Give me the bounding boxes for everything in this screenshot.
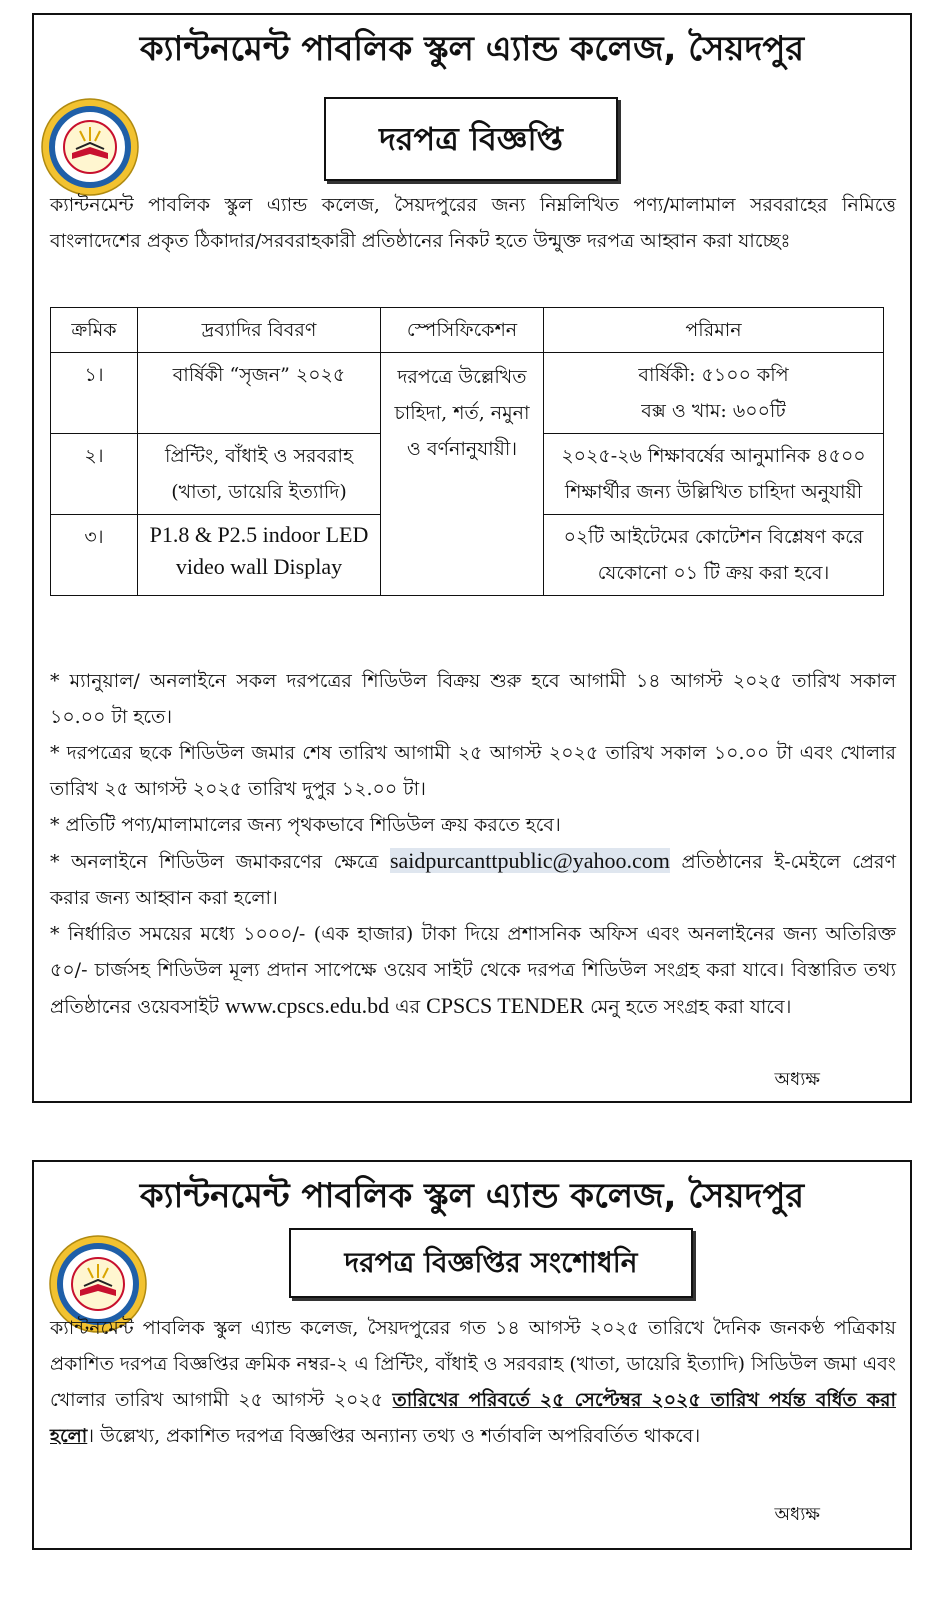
row-serial: ১। bbox=[51, 353, 138, 434]
school-logo-icon bbox=[40, 97, 140, 197]
header-description: দ্রব্যাদির বিবরণ bbox=[138, 308, 381, 353]
principal-signature: অধ্যক্ষ bbox=[774, 1504, 820, 1525]
note-text: মেনু হতে সংগ্রহ করা যাবে। bbox=[590, 996, 792, 1018]
row-quantity: ০২টি আইটেমের কোটেশন বিশ্লেষণ করে যেকোনো ০১ টি ক্রয় করা হবে। bbox=[544, 515, 884, 596]
notice-title: দরপত্র বিজ্ঞপ্তির সংশোধনি bbox=[289, 1228, 693, 1298]
intro-paragraph: ক্যান্টনমেন্ট পাবলিক স্কুল এ্যান্ড কলেজ, সৈয়দপুরের জন্য নিম্নলিখিত পণ্য/মালামাল সরবরাহের নিমিত্তে বাংলাদেশের প্রকৃত ঠিকাদার/সরবরাহকারী প্রতিষ্ঠানের নিকট হতে উন্মুক্ত দরপত্র আহ্বান করা যাচ্ছেঃ bbox=[50, 194, 896, 252]
note-text: প্রতিষ্ঠানের ই-মেইলে প্রেরণ করার জন্য আহ্বান করা হলো। bbox=[50, 851, 896, 909]
items-table bbox=[50, 307, 884, 596]
note-text: * নির্ধারিত সময়ের মধ্যে ১০০০/- (এক হাজার) টাকা দিয়ে প্রশাসনিক অফিস এবং অনলাইনের জন্য অতিরিক্ত ৫০/- চার্জসহ শিডিউল মূল্য প্রদান সাপেক্ষে ওয়েব সাইট থেকে দরপত্র শিডিউল সংগ্রহ করা যাবে। বিস্তারিত তথ্য প্রতিষ্ঠানের ওয়েবসাইট bbox=[50, 923, 896, 1018]
header-specification: স্পেসিফিকেশন bbox=[381, 308, 544, 353]
note-item bbox=[50, 916, 896, 1025]
row-serial: ৩। bbox=[51, 515, 138, 596]
website-link[interactable]: www.cpscs.edu.bd bbox=[224, 993, 390, 1018]
extended-deadline-text: তারিখের পরিবর্তে ২৫ সেপ্টেম্বর ২০২৫ তারিখ পর্যন্ত বর্ধিত করা হলো bbox=[50, 1389, 896, 1447]
notes-section bbox=[50, 663, 896, 1025]
corrigendum-notice bbox=[32, 1160, 912, 1550]
institution-heading: ক্যান্টনমেন্ট পাবলিক স্কুল এ্যান্ড কলেজ, সৈয়দপুর bbox=[139, 1176, 805, 1216]
header-serial: ক্রমিক bbox=[51, 308, 138, 353]
note-item: * ম্যানুয়াল/ অনলাইনে সকল দরপত্রের শিডিউল বিক্রয় শুরু হবে আগামী ১৪ আগস্ট ২০২৫ তারিখ সকাল ১০.০০ টা হতে। bbox=[50, 670, 896, 728]
note-text: * অনলাইনে শিডিউল জমাকরণের ক্ষেত্রে bbox=[50, 851, 379, 873]
note-item: * প্রতিটি পণ্য/মালামালের জন্য পৃথকভাবে শিডিউল ক্রয় করতে হবে। bbox=[50, 814, 561, 836]
email-link[interactable]: saidpurcanttpublic@yahoo.com bbox=[389, 848, 670, 873]
body-text: ক্যান্টনমেন্ট পাবলিক স্কুল এ্যান্ড কলেজ, সৈয়দপুরের গত ১৪ আগস্ট ২০২৫ তারিখে দৈনিক জনকণ্ঠ পত্রিকায় প্রকাশিত দরপত্র বিজ্ঞপ্তির ক্রমিক নম্বর-২ এ প্রিন্টিং, বাঁধাই ও সরবরাহ (খাতা, ডায়েরি ইত্যাদি) সিডিউল জমা এবং খোলার তারিখ আগামী ২৫ আগস্ট ২০২৫ bbox=[50, 1317, 896, 1411]
row-serial: ২। bbox=[51, 434, 138, 515]
note-item bbox=[50, 843, 896, 916]
row-description: P1.8 & P2.5 indoor LED video wall Display bbox=[138, 515, 381, 596]
note-item: * দরপত্রের ছকে শিডিউল জমার শেষ তারিখ আগামী ২৫ আগস্ট ২০২৫ তারিখ সকাল ১০.০০ টা এবং খোলার তারিখ ২৫ আগস্ট ২০২৫ তারিখ দুপুর ১২.০০ টা। bbox=[50, 742, 896, 800]
tender-notice bbox=[32, 13, 912, 1103]
table-row bbox=[51, 353, 884, 434]
row-quantity: ২০২৫-২৬ শিক্ষাবর্ষের আনুমানিক ৪৫০০ শিক্ষার্থীর জন্য উল্লিখিত চাহিদা অনুযায়ী bbox=[544, 434, 884, 515]
row-description: বার্ষিকী “সৃজন” ২০২৫ bbox=[138, 353, 381, 434]
corrigendum-body bbox=[50, 1310, 896, 1454]
notice-title: দরপত্র বিজ্ঞপ্তি bbox=[324, 97, 618, 181]
table-header-row bbox=[51, 308, 884, 353]
quantity-line: বার্ষিকী: ৫১০০ কপি bbox=[638, 364, 789, 386]
specification-cell: দরপত্রে উল্লেখিত চাহিদা, শর্ত, নমুনা ও বর্ণনানুযায়ী। bbox=[381, 353, 544, 596]
principal-signature: অধ্যক্ষ bbox=[774, 1069, 820, 1090]
quantity-line: বক্স ও খাম: ৬০০টি bbox=[641, 400, 786, 422]
institution-heading: ক্যান্টনমেন্ট পাবলিক স্কুল এ্যান্ড কলেজ, সৈয়দপুর bbox=[139, 29, 805, 69]
header-quantity: পরিমান bbox=[544, 308, 884, 353]
body-text: । উল্লেখ্য, প্রকাশিত দরপত্র বিজ্ঞপ্তির অন্যান্য তথ্য ও শর্তাবলি অপরিবর্তিত থাকবে। bbox=[87, 1425, 701, 1447]
note-text: এর bbox=[395, 996, 421, 1018]
row-quantity bbox=[544, 353, 884, 434]
row-description: প্রিন্টিং, বাঁধাই ও সরবরাহ (খাতা, ডায়েরি ইত্যাদি) bbox=[138, 434, 381, 515]
tender-menu-name: CPSCS TENDER bbox=[426, 993, 585, 1018]
